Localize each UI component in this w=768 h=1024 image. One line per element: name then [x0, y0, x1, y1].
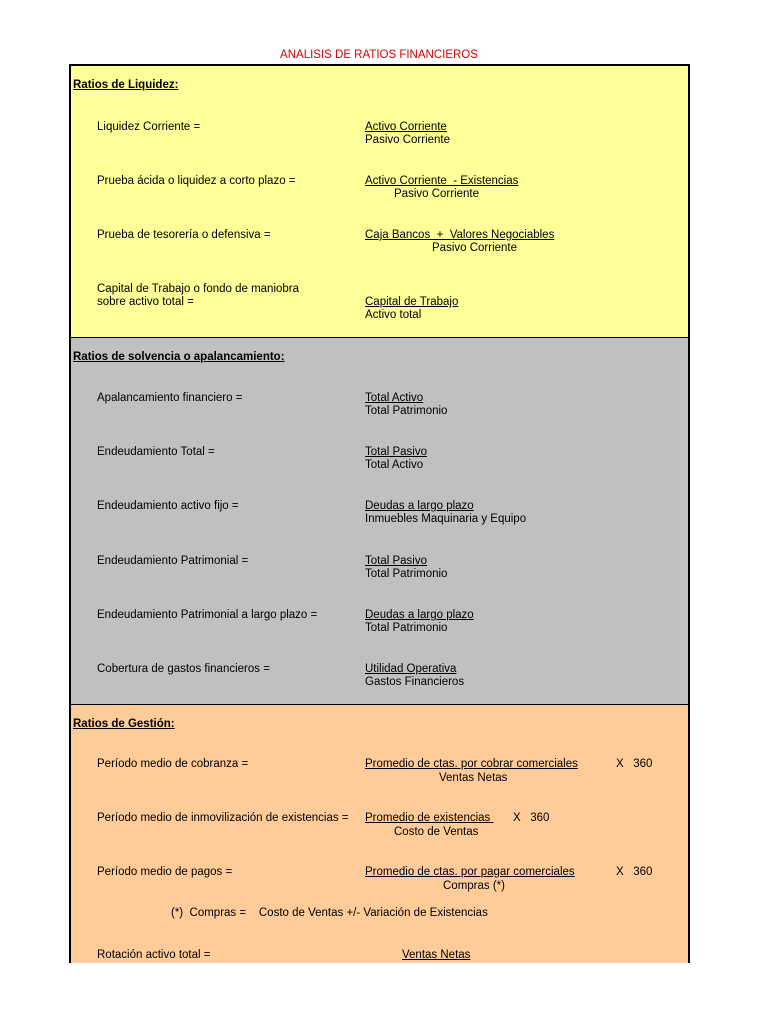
ratio-denominator: Ventas Netas	[439, 772, 508, 784]
ratio-denominator: Costo de Ventas	[394, 826, 479, 838]
section-liquidez	[69, 64, 690, 339]
section-heading-liquidez: Ratios de Liquidez:	[73, 79, 179, 91]
ratio-label: Endeudamiento Patrimonial a largo plazo =	[97, 609, 318, 621]
ratio-denominator: Pasivo Corriente	[432, 242, 518, 254]
ratio-denominator: Gastos Financieros	[365, 676, 465, 688]
ratio-label: Período medio de cobranza =	[97, 758, 249, 770]
multiplier: X 360	[616, 758, 653, 770]
ratio-numerator: Utilidad Operativa	[365, 663, 457, 675]
section-heading-gestion: Ratios de Gestión:	[73, 718, 175, 730]
ratio-denominator: Total Patrimonio	[365, 405, 448, 417]
ratio-numerator: Total Pasivo	[365, 555, 428, 567]
ratio-label: Apalancamiento financiero =	[97, 392, 243, 404]
ratio-numerator: Ventas Netas	[402, 949, 471, 961]
footnote-compras: (*) Compras = Costo de Ventas +/- Variación de Existencias	[171, 907, 488, 919]
section-solvencia	[69, 337, 690, 705]
ratio-denominator: Total Patrimonio	[365, 622, 448, 634]
ratio-numerator: Promedio de ctas. por cobrar comerciales	[365, 758, 578, 770]
ratio-denominator: Pasivo Corriente	[365, 134, 451, 146]
ratio-numerator: Total Pasivo	[365, 446, 428, 458]
ratio-label: Liquidez Corriente =	[97, 121, 201, 133]
ratio-denominator: Total Activo	[365, 459, 424, 471]
ratio-denominator: Total Patrimonio	[365, 568, 448, 580]
ratio-numerator: Promedio de existencias	[365, 812, 494, 824]
ratio-denominator: Activo total	[365, 309, 422, 321]
section-gestion	[69, 704, 690, 963]
ratio-numerator: Deudas a largo plazo	[365, 609, 474, 621]
ratio-label: Endeudamiento Total =	[97, 446, 215, 458]
multiplier: X 360	[513, 812, 550, 824]
ratio-label: Período medio de inmovilización de existencias =	[97, 812, 349, 824]
ratio-denominator: Pasivo Corriente	[394, 188, 480, 200]
ratio-label: Capital de Trabajo o fondo de maniobra	[97, 283, 300, 295]
ratio-label: Endeudamiento activo fijo =	[97, 500, 239, 512]
ratio-numerator: Activo Corriente	[365, 121, 447, 133]
ratio-numerator: Caja Bancos + Valores Negociables	[365, 229, 555, 241]
ratio-denominator: Compras (*)	[443, 880, 505, 892]
ratio-label: Prueba ácida o liquidez a corto plazo =	[97, 175, 296, 187]
ratio-numerator: Promedio de ctas. por pagar comerciales	[365, 866, 575, 878]
ratio-label: Endeudamiento Patrimonial =	[97, 555, 249, 567]
multiplier: X 360	[616, 866, 653, 878]
ratio-numerator: Deudas a largo plazo	[365, 500, 474, 512]
ratio-numerator: Total Activo	[365, 392, 424, 404]
ratio-label: Cobertura de gastos financieros =	[97, 663, 270, 675]
ratio-label: Período medio de pagos =	[97, 866, 233, 878]
page-title: ANALISIS DE RATIOS FINANCIEROS	[280, 49, 478, 61]
section-heading-solvencia: Ratios de solvencia o apalancamiento:	[73, 351, 285, 363]
ratio-label: Prueba de tesorería o defensiva =	[97, 229, 271, 241]
ratio-label: Rotación activo total =	[97, 949, 211, 961]
ratio-numerator: Capital de Trabajo	[365, 296, 459, 308]
ratio-label: sobre activo total =	[97, 296, 194, 308]
ratio-denominator: Inmuebles Maquinaria y Equipo	[365, 513, 527, 525]
ratio-numerator: Activo Corriente - Existencias	[365, 175, 519, 187]
